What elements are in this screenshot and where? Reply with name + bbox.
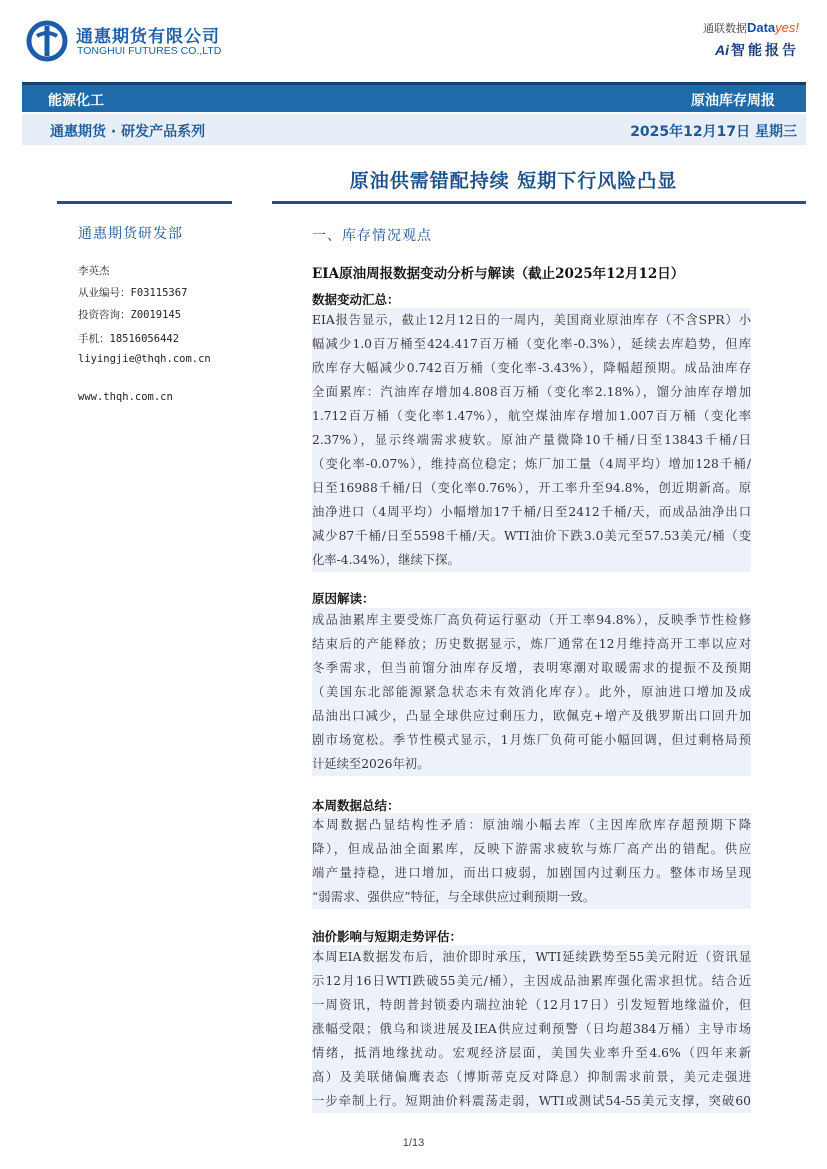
text-line: 情绪，抵消地缘扰动。宏观经济层面，美国失业率升至4.6%（四年来新: [312, 1046, 751, 1060]
text-line: 成品油累库主要受炼厂高负荷运行驱动（开工率94.8%），反映季节性检修: [312, 613, 751, 627]
brand-prefix: 通联数据: [702, 22, 747, 35]
weekly-summary-paragraph: [312, 813, 751, 909]
text-line: 示12月16日WTI跌破55美元/桶），主因成品油累库强化需求担忧。结合近: [312, 974, 751, 988]
header-bar: [22, 82, 806, 112]
divider-right: [272, 201, 806, 204]
text-line: 欣库存大幅减少0.742百万桶（变化率-3.43%），降幅超预期。成品油库存: [312, 361, 751, 375]
text-line: 减少87千桶/日至5598千桶/天。WTI油价下跌3.0美元至57.53美元/桶（变: [312, 529, 751, 543]
text-line: 剧市场宽松。季节性模式显示，1月炼厂负荷可能小幅回调，但过剩格局预: [312, 733, 751, 747]
text-line: （变化率-0.07%），维持高位稳定；炼厂加工量（4周平均）增加128千桶/: [312, 457, 751, 471]
brand-ai: Ai: [715, 42, 729, 58]
company-name-cn: 通惠期货有限公司: [76, 27, 220, 47]
report-type: 原油库存周报: [691, 93, 775, 109]
price-outlook-paragraph: [312, 945, 751, 1113]
divider-left: [57, 201, 232, 204]
text-line: （美国东北部能源紧急状态未有效消化库存）。此外，原油进口增加及成: [312, 685, 751, 699]
report-date: 2025年12月17日 星期三: [630, 124, 797, 140]
text-line: 幅减少1.0百万桶至424.417百万桶（变化率-0.3%），延续去库趋势，但库: [312, 337, 751, 351]
text-line: 一步牵制上行。短期油价料震荡走弱，WTI或测试54-55美元支撑，突破60: [312, 1094, 751, 1108]
text-line: 结束后的产能释放；历史数据显示，炼厂通常在12月维持高开工率以应对: [312, 637, 751, 651]
block-heading: 原因解读：: [312, 591, 375, 606]
data-summary-paragraph: [312, 308, 751, 572]
text-line: 2.37%），显示终端需求疲软。原油产量微降10千桶/日至13843千桶/日: [312, 433, 751, 447]
text-line: 降），但成品油全面累库，反映下游需求疲软与炼厂高产出的错配。供应: [312, 842, 751, 856]
reason-paragraph: [312, 608, 751, 776]
text-line: 一周资讯，特朗普封锁委内瑞拉油轮（12月17日）引发短暂地缘溢价，但: [312, 998, 751, 1012]
text-line: 端产量持稳，进口增加，而出口疲弱，加剧国内过剩压力。整体市场呈现: [312, 866, 751, 880]
text-line: 全面累库：汽油库存增加4.808百万桶（变化率2.18%），馏分油库存增加: [312, 385, 751, 399]
text-line: 计延续至2026年初。: [312, 757, 430, 771]
brand-report: 智能报告: [731, 43, 799, 59]
brand-data: Data: [746, 20, 776, 35]
page-number: 1/13: [402, 1137, 425, 1149]
analysis-subtitle: EIA原油周报数据变动分析与解读（截止2025年12月12日）: [312, 266, 685, 282]
block-heading: 数据变动汇总：: [312, 292, 400, 307]
text-line: EIA报告显示，截止12月12日的一周内，美国商业原油库存（不含SPR）小: [312, 313, 751, 327]
block-heading: 油价影响与短期走势评估：: [312, 929, 463, 944]
text-line: 冬季需求，但当前馏分油库存反增，表明寒潮对取暖需求的提振不及预期: [312, 661, 751, 675]
text-line: 高）及美联储偏鹰表态（博斯蒂克反对降息）抑制需求前景，美元走强进: [312, 1070, 751, 1084]
brand-yes: yes!: [775, 20, 799, 35]
section-heading: 一、库存情况观点: [312, 228, 432, 244]
report-title: 原油供需错配持续 短期下行风险凸显: [349, 170, 678, 192]
company-logo-icon: [26, 20, 68, 62]
text-line: 涨幅受限；俄乌和谈进展及IEA供应过剩预警（日均超384万桶）主导市场: [312, 1022, 751, 1036]
report-category: 能源化工: [48, 93, 104, 109]
brand-logo: [703, 20, 799, 36]
ai-report-label: [715, 40, 799, 60]
text-line: 1.712百万桶（变化率1.47%），航空煤油库存增加1.007百万桶（变化率: [312, 409, 751, 423]
website-link[interactable]: www.thqh.com.cn: [78, 391, 173, 403]
license-number: 从业编号：F03115367: [78, 287, 188, 299]
analyst-name: 李英杰: [78, 265, 110, 277]
department: 通惠期货研发部: [78, 226, 183, 242]
text-line: “弱需求、强供应”特征，与全球供应过剩预期一致。: [312, 890, 596, 904]
text-line: 油净进口（4周平均）小幅增加17千桶/日至2412千桶/天，而成品油净出口: [312, 505, 751, 519]
text-line: 日至16988千桶/日（变化率0.76%），开工率升至94.8%，创近期新高。原: [312, 481, 751, 495]
block-heading: 本周数据总结：: [312, 798, 400, 813]
company-name-en: TONGHUI FUTURES CO.,LTD: [77, 45, 222, 57]
text-line: 化率-4.34%），继续下探。: [312, 553, 460, 567]
email-link[interactable]: liyingjie@thqh.com.cn: [78, 353, 211, 365]
consult-number: 投资咨询：Z0019145: [78, 309, 182, 321]
phone-number: 手机：18516056442: [78, 333, 180, 345]
text-line: 本周EIA数据发布后，油价即时承压，WTI延续跌势至55美元附近（资讯显: [312, 950, 751, 964]
text-line: 本周数据凸显结构性矛盾：原油端小幅去库（主因库欣库存超预期下降: [312, 818, 751, 832]
text-line: 品油出口减少，凸显全球供应过剩压力，欧佩克+增产及俄罗斯出口回升加: [312, 709, 751, 723]
report-series: 通惠期货 · 研发产品系列: [50, 124, 206, 140]
